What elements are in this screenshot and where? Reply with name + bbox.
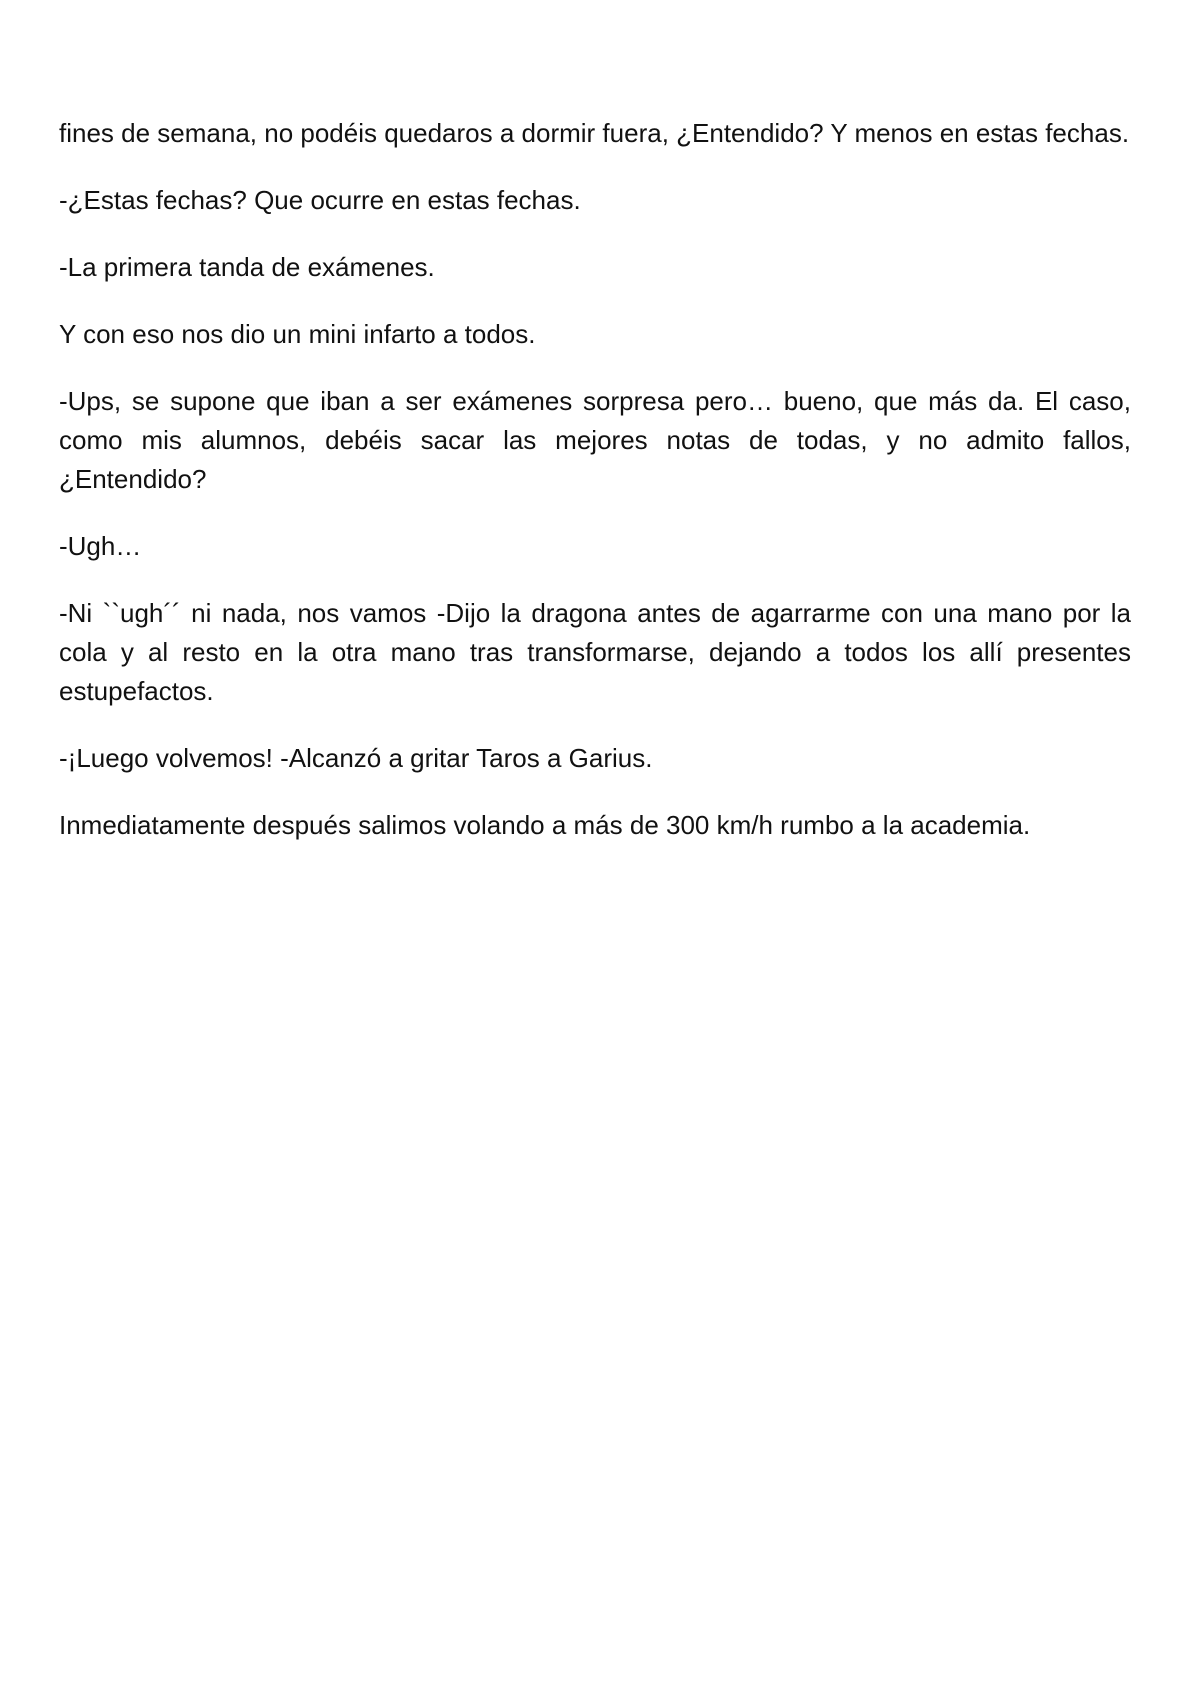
paragraph: Y con eso nos dio un mini infarto a todos. xyxy=(59,319,536,349)
paragraph: -La primera tanda de exámenes. xyxy=(59,252,435,282)
paragraph: -¿Estas fechas? Que ocurre en estas fechas. xyxy=(59,185,581,215)
paragraph: Inmediatamente después salimos volando a más de 300 km/h rumbo a la academia. xyxy=(59,810,1031,840)
paragraph: -Ugh… xyxy=(59,531,142,561)
paragraph: -Ni ``ugh´´ ni nada, nos vamos -Dijo la dragona antes de agarrarme con una mano por la cola y al resto en la otra mano tras transformarse, dejando a todos los allí presentes estupefactos. xyxy=(59,598,1131,706)
document-body xyxy=(59,114,1131,873)
paragraph: fines de semana, no podéis quedaros a dormir fuera, ¿Entendido? Y menos en estas fechas. xyxy=(59,118,1130,148)
paragraph: -Ups, se supone que iban a ser exámenes sorpresa pero… bueno, que más da. El caso, como mis alumnos, debéis sacar las mejores notas de todas, y no admito fallos, ¿Entendido? xyxy=(59,386,1131,494)
paragraph: -¡Luego volvemos! -Alcanzó a gritar Taros a Garius. xyxy=(59,743,653,773)
